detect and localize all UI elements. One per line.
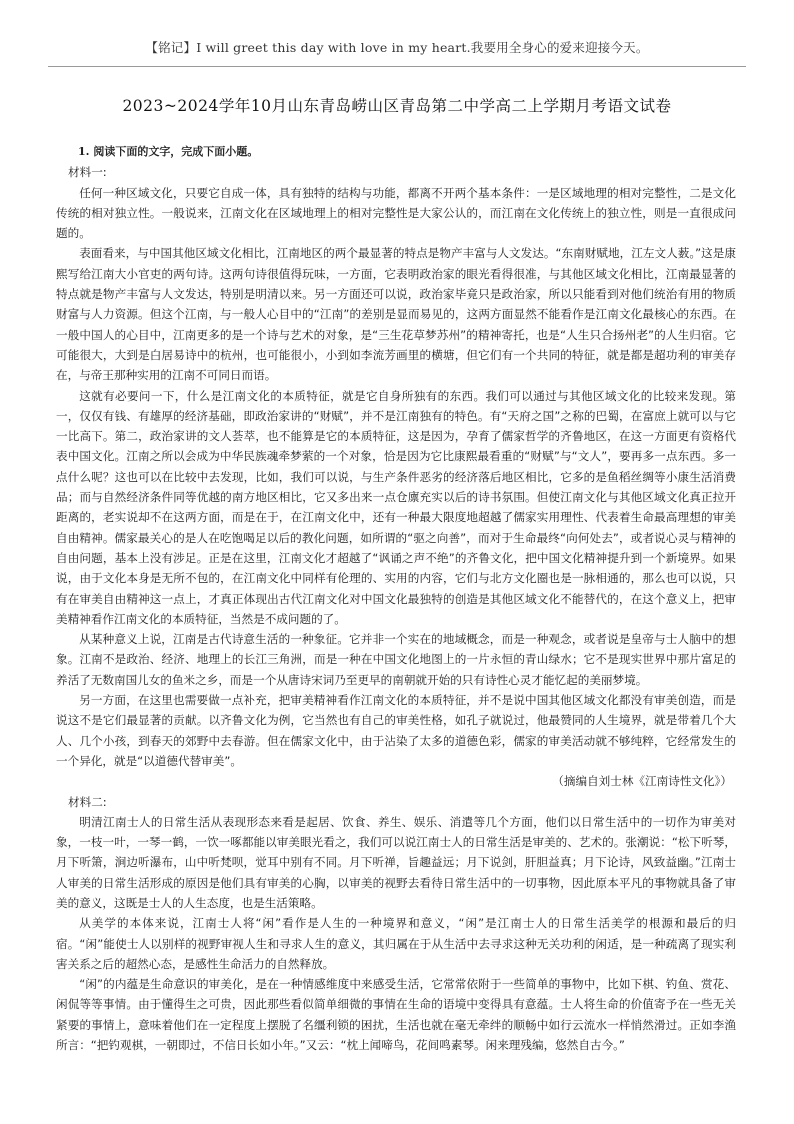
paragraph: 从美学的本体来说，江南士人将“闲”看作是人生的一种境界和意义，“闲”是江南士人的日常生活美学的根源和最后的归宿。“闲”能使士人以别样的视野审视人生和寻求人生的意义，其归属在于从生活中去寻求这种无关功利的闲适，是一种疏离了现实利害关系之后的超然心态，是感性生命活力的自然释放。 xyxy=(56,916,736,971)
material-label: 材料二: xyxy=(68,794,107,809)
exam-title: 2023~2024学年10月山东青岛崂山区青岛第二中学高二上学期月考语文试卷 xyxy=(122,97,672,115)
paragraph: 任何一种区域文化，只要它自成一体，具有独特的结构与功能，都离不开两个基本条件：一是区域地理的相对完整性，二是文化传统的相对独立性。一般说来，江南文化在区域地理上的相对完整性是大家公认的，而江南在文化传统上的独立性，则是一直很成问题的。 xyxy=(56,185,736,241)
material-label: 材料一: xyxy=(68,165,107,180)
paragraph: 表面看来，与中国其他区域文化相比，江南地区的两个最显著的特点是物产丰富与人文发达。“东南财赋地，江左文人薮。”这是康熙写给江南大小官吏的两句诗。这两句诗很值得玩味，一方面，它表明政治家的眼光看得很准，与其他区域文化相比，江南最显著的特点就是物产丰富与人文发达，特别是明清以来。另一方面还可以说，政治家毕竟只是政治家，所以只能看到对他们统治有用的物质财富与人力资源。但这个江南，与一般人心目中的“江南”的差别是显而易见的，这两方面显然不能看作是江南文化最核心的东西。在一般中国人的心目中，江南更多的是一个诗与艺术的对象，是“三生花草梦苏州”的精神寄托，也是“人生只合扬州老”的人生归宿。它可能很大，大到是白居易诗中的杭州，也可能很小，小到如李流芳画里的横塘，但它们有一个共同的特征，就是都是超功利的审美存在，与帝王那种实用的江南不可同日而语。 xyxy=(56,246,736,383)
paragraph: 这就有必要问一下，什么是江南文化的本质特征，就是它自身所独有的东西。我们可以通过与其他区域文化的比较来发现。第一，仅仅有钱、有雄厚的经济基础，即政治家讲的“财赋”，并不是江南独有的特色。有“天府之国”之称的巴蜀，在富庶上就可以与它一比高下。第二，政治家讲的文人荟萃，也不能算是它的本质特征，这是因为，孕育了儒家哲学的齐鲁地区，在这一方面更有资格代表中国文化。江南之所以会成为中华民族魂牵梦萦的一个对象，恰是因为它比康熙最看重的“财赋”与“文人”，要再多一点东西。多一点什么呢？这也可以在比较中去发现，比如，我们可以说，与生产条件恶劣的经济落后地区相比，它多的是鱼稻丝绸等小康生活消费品；而与自然经济条件同等优越的南方地区相比，它又多出来一点仓廪充实以后的诗书氛围。但使江南文化与其他区域文化真正拉开距离的，老实说却不在这两方面，而是在于，在江南文化中，还有一种最大限度地超越了儒家实用理性、代表着生命最高理想的审美自由精神。儒家最关心的是人在吃饱喝足以后的教化问题，如所谓的“驱之向善”，而对于生命最终“向何处去”，或者说心灵与精神的自由问题，基本上没有涉足。正是在这里，江南文化才超越了“讽诵之声不绝”的齐鲁文化，把中国文化精神提升到一个新境界。如果说，由于文化本身是无所不包的，在江南文化中同样有伦理的、实用的内容，它们与北方文化圈也是一脉相通的，那么也可以说，只有在审美自由精神这一点上，才真正体现出古代江南文化对中国文化最独特的创造是其他区域文化不能替代的，在这个意义上，把审美精神看作江南文化的本质特征，当然是不成问题的了。 xyxy=(56,388,736,626)
paragraph: “闲”的内蕴是生命意识的审美化，是在一种情感维度中来感受生活，它常常依附于一些简单的事物中，比如下棋、钓鱼、赏花、闲侃等等事情。由于懂得生之可贵，因此那些看似简单细微的事情在生命的语境中变得具有意蕴。士人将生命的价值寄予在一些无关紧要的事情上，意味着他们在一定程度上摆脱了名缰利锁的困扰，生活也就在毫无牵绊的顺畅中如行云流水一样悄然滑过。正如李渔所言：“把钓观棋，一朝即过，不信日长如小年。”又云：“枕上闻啼鸟，花间鸣素琴。闲来理残编，悠然自古今。” xyxy=(56,977,736,1053)
page-header-motto: 【铭记】I will greet this day with love in my heart.我要用全身心的爱来迎接今天。 xyxy=(145,40,649,55)
document-body xyxy=(56,142,736,1055)
question-prompt: 1. 阅读下面的文字，完成下面小题。 xyxy=(78,145,259,158)
header-divider xyxy=(48,66,746,67)
source-citation: （摘编自刘士林《江南诗性文化》） xyxy=(552,774,732,789)
paragraph: 从某种意义上说，江南是古代诗意生活的一种象征。它并非一个实在的地域概念，而是一种观念，或者说是皇帝与士人脑中的想象。江南不是政治、经济、地理上的长江三角洲，而是一种在中国文化地图上的一片永恒的青山绿水；它不是现实世界中那片富足的养活了无数南国儿女的鱼米之乡，而是一个从唐诗宋词乃至更早的南朝就开始的只有诗性心灵才能忆起的美丽梦境。 xyxy=(56,632,736,687)
paragraph: 另一方面，在这里也需要做一点补充，把审美精神看作江南文化的本质特征，并不是说中国其他区域文化都没有审美创造，而是说这不是它们最显著的贡献。以齐鲁文化为例，它当然也有自己的审美性格，如孔子就说过，他最赞同的人生境界，就是带着几个大人、几个小孩，到春天的郊野中去春游。但在儒家文化中，由于沾染了太多的道德色彩，儒家的审美活动就不够纯粹，它经常发生的一个异化，就是“以道德代替审美”。 xyxy=(56,693,736,768)
paragraph: 明清江南士人的日常生活从表现形态来看是起居、饮食、养生、娱乐、消遣等几个方面，他们以日常生活中的一切作为审美对象，一枝一叶，一琴一鹤，一饮一啄都能以审美眼光看之，我们可以说江南士人的日常生活是审美的、艺术的。张潮说：“松下听琴，月下听箫，涧边听瀑布，山中听梵呗，觉耳中别有不同。月下听禅，旨趣益远；月下说剑，肝胆益真；月下论诗，风致益幽。”江南士人审美的日常生活形成的原因是他们具有审美的心胸，以审美的视野去看待日常生活中的一切事物，因此原本平凡的事物就具备了审美的意义，这既是士人的人生态度，也是生活策略。 xyxy=(56,814,736,910)
